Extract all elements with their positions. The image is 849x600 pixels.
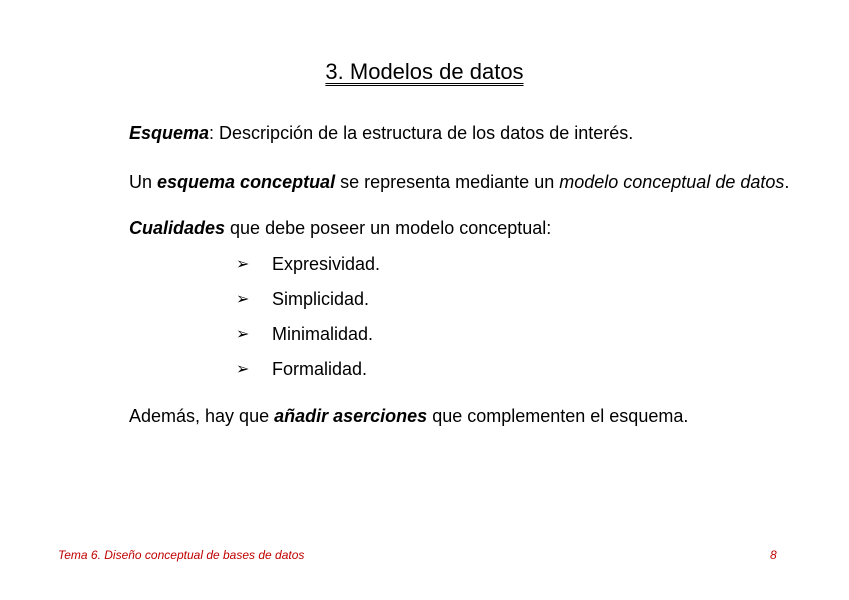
assertions-term: añadir aserciones	[274, 406, 428, 426]
slide-title	[0, 58, 849, 86]
qualities-sentence	[129, 216, 551, 240]
conceptual-model: modelo conceptual de datos	[559, 172, 785, 192]
list-item	[236, 322, 373, 346]
list-item-text: Simplicidad.	[272, 289, 370, 309]
list-item	[236, 287, 369, 311]
list-item	[236, 357, 367, 381]
footer-page-number: 8	[770, 548, 777, 562]
assertions-pre: Además, hay que	[129, 406, 275, 426]
list-item-text: Formalidad.	[272, 359, 368, 379]
footer-course-title: Tema 6. Diseño conceptual de bases de datos	[58, 548, 305, 562]
arrow-bullet-icon: ➢	[236, 289, 250, 308]
schema-term: Esquema	[129, 123, 210, 143]
conceptual-mid: se representa mediante un	[335, 172, 560, 192]
list-item-text: Minimalidad.	[272, 324, 374, 344]
qualities-term: Cualidades	[129, 218, 226, 238]
arrow-bullet-icon: ➢	[236, 359, 250, 378]
arrow-bullet-icon: ➢	[236, 324, 250, 343]
conceptual-pre: Un	[129, 172, 158, 192]
schema-text: : Descripción de la estructura de los datos de interés.	[209, 123, 634, 143]
assertions-text: que complementen el esquema.	[427, 406, 689, 426]
list-item-text: Expresividad.	[272, 254, 381, 274]
slide-title-text: 3. Modelos de datos	[325, 59, 524, 84]
assertions-sentence	[129, 404, 688, 428]
list-item	[236, 252, 380, 276]
conceptual-term: esquema conceptual	[157, 172, 336, 192]
arrow-bullet-icon: ➢	[236, 254, 250, 273]
schema-definition	[129, 121, 633, 145]
conceptual-schema-sentence	[129, 170, 789, 194]
qualities-text: que debe poseer un modelo conceptual:	[225, 218, 552, 238]
conceptual-end: .	[784, 172, 790, 192]
